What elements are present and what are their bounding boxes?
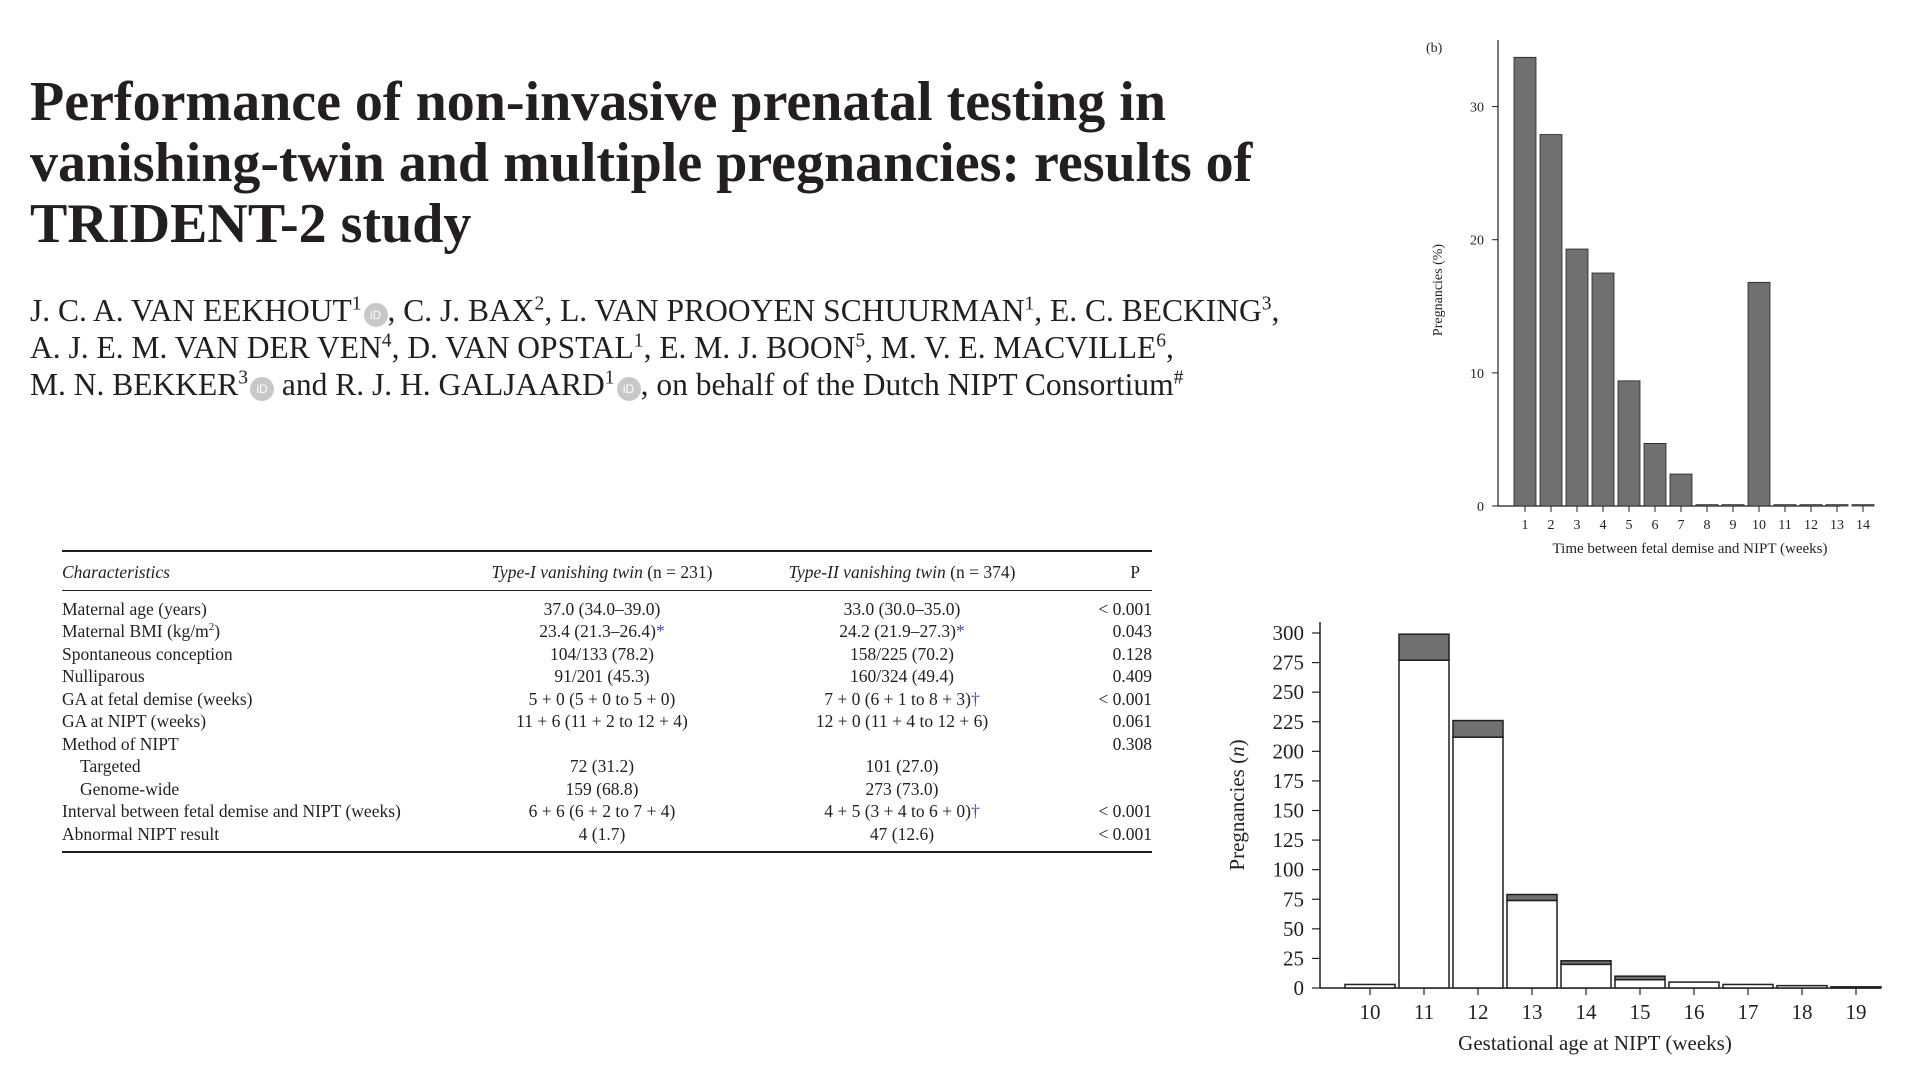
y-tick-label: 30 (1470, 100, 1484, 116)
y-tick-label: 100 (1272, 857, 1304, 882)
x-tick-label: 13 (1521, 1000, 1543, 1024)
row-label (62, 643, 452, 666)
table-body (62, 590, 1152, 852)
type1-value (452, 688, 752, 711)
footnote-mark: † (971, 688, 980, 709)
cell-value: 4 + 5 (3 + 4 to 6 + 0) (824, 801, 971, 821)
x-tick-label: 15 (1629, 1000, 1651, 1024)
y-tick-label: 275 (1272, 650, 1304, 675)
x-tick-label: 10 (1359, 1000, 1381, 1024)
type2-value (752, 590, 1052, 620)
author-affiliation: 5 (855, 330, 866, 352)
bar (1540, 135, 1562, 506)
type2-value (752, 733, 1052, 756)
footnote-mark: * (955, 621, 965, 641)
y-tick-label: 0 (1293, 976, 1304, 1000)
y-axis-label (1225, 739, 1249, 870)
bar (1826, 505, 1848, 506)
bar (1800, 505, 1822, 506)
x-axis-label: Time between fetal demise and NIPT (weeks) (1552, 541, 1828, 557)
row-label-text: GA at NIPT (weeks) (62, 711, 207, 731)
x-tick-label: 9 (1729, 518, 1737, 533)
cell-value: 23.4 (21.3–26.4) (539, 621, 656, 641)
author-affiliation: 1 (604, 367, 615, 389)
author-affiliation: 1 (1024, 293, 1035, 315)
bar (1696, 505, 1718, 506)
x-tick-label: 11 (1778, 518, 1792, 533)
row-label-text: Method of NIPT (62, 733, 179, 754)
bar-segment-grey (1399, 634, 1449, 660)
cell-value: 159 (68.8) (565, 778, 639, 799)
footnote-mark: * (655, 621, 665, 641)
author-affiliation: 2 (534, 293, 545, 315)
bar (1748, 282, 1770, 506)
author-name: R. J. H. GALJAARD (335, 367, 605, 402)
p-value: 0.308 (1112, 733, 1152, 754)
author-separator: , (865, 330, 881, 365)
row-label (62, 778, 452, 801)
bar-segment-white (1831, 987, 1881, 988)
author-separator: , (643, 330, 660, 365)
author-list (30, 292, 1430, 403)
cell-value: 104/133 (78.2) (549, 643, 655, 664)
y-tick-label: 25 (1283, 946, 1304, 971)
characteristics-table (62, 550, 1152, 853)
row-label-text: Abnormal NIPT result (62, 823, 220, 844)
author-separator: , (1165, 330, 1174, 365)
cell-value: 91/201 (45.3) (554, 666, 650, 686)
row-label-text: GA at fetal demise (weeks) (62, 688, 253, 709)
type1-value (452, 823, 752, 853)
table-row (62, 800, 1152, 823)
bar (1514, 57, 1536, 506)
type1-value (452, 643, 752, 666)
author-separator: and (274, 367, 336, 402)
table-row (62, 755, 1152, 778)
cell-value: 24.2 (21.9–27.3) (839, 621, 956, 641)
y-tick-label: 10 (1470, 366, 1484, 382)
row-label-text: Genome-wide (80, 778, 180, 799)
y-tick-label: 300 (1272, 621, 1304, 645)
row-label (62, 688, 452, 711)
bar-segment-grey (1615, 976, 1665, 980)
author-name: C. J. BAX (403, 293, 535, 328)
author-line-2 (30, 329, 1430, 366)
y-tick-label: 20 (1470, 233, 1484, 249)
p-value: 0.128 (1112, 643, 1152, 664)
bar (1618, 381, 1640, 506)
characteristics-table-container (62, 550, 1152, 853)
cell-value: 273 (73.0) (865, 778, 939, 799)
y-tick-label: 250 (1272, 680, 1304, 705)
type2-value (752, 778, 1052, 801)
bar-segment-white (1507, 900, 1557, 988)
y-axis-label-after: ) (1225, 739, 1249, 747)
p-value (1052, 755, 1152, 778)
table-row (62, 688, 1152, 711)
row-label-text: Targeted (80, 756, 141, 776)
p-value: 0.043 (1112, 621, 1152, 641)
bar (1774, 505, 1796, 506)
table-row (62, 710, 1152, 733)
x-tick-label: 11 (1413, 1000, 1435, 1024)
x-tick-label: 5 (1625, 518, 1633, 533)
x-tick-label: 4 (1599, 518, 1607, 533)
y-tick-label: 200 (1272, 739, 1304, 764)
bar (1670, 474, 1692, 506)
bar (1852, 505, 1874, 506)
cell-value: 7 + 0 (6 + 1 to 8 + 3) (824, 688, 971, 709)
author-affiliation: 1 (633, 330, 644, 352)
x-tick-label: 12 (1467, 1000, 1489, 1024)
y-tick-label: 0 (1477, 500, 1484, 515)
type1-value (452, 755, 752, 778)
y-tick-label: 75 (1283, 887, 1304, 912)
orcid-icon: iD (617, 377, 641, 401)
cell-value: 6 + 6 (6 + 2 to 7 + 4) (528, 801, 676, 821)
x-tick-label: 2 (1547, 518, 1555, 533)
type1-value (452, 733, 752, 756)
type2-value (752, 643, 1052, 666)
x-tick-label: 8 (1703, 518, 1711, 533)
y-axis-label-text: Pregnancies ( (1225, 756, 1249, 871)
table-row (62, 778, 1152, 801)
bar-segment-white (1345, 984, 1395, 988)
p-value: < 0.001 (1098, 598, 1152, 619)
bar (1722, 505, 1744, 506)
type2-value (752, 688, 1052, 711)
orcid-icon: iD (250, 377, 274, 401)
table-row (62, 620, 1152, 643)
y-axis-label: Pregnancies (%) (1431, 243, 1446, 337)
type1-value (452, 665, 752, 688)
cell-value: 4 (1.7) (578, 823, 626, 844)
type1-value (452, 778, 752, 801)
type1-value (452, 590, 752, 620)
table-row (62, 665, 1152, 688)
table-row (62, 590, 1152, 620)
bar (1566, 249, 1588, 506)
row-label-text: Nulliparous (62, 666, 145, 686)
author-name: M. V. E. MACVILLE (880, 330, 1157, 365)
bar-segment-grey (1561, 961, 1611, 965)
row-label-text: Maternal BMI (kg/m (62, 621, 209, 641)
author-name: M. N. BEKKER (30, 367, 239, 402)
author-name: L. VAN PROOYEN SCHUURMAN (560, 293, 1025, 328)
row-label (62, 665, 452, 688)
cell-value: 160/324 (49.4) (849, 666, 955, 686)
row-label-sup: 2 (208, 621, 215, 634)
author-name: D. VAN OPSTAL (407, 330, 634, 365)
row-label (62, 590, 452, 620)
author-separator: , (387, 293, 404, 328)
header-type1: Type-I vanishing twin (n = 231) (452, 551, 752, 590)
author-name: on behalf of the Dutch NIPT Consortium (656, 367, 1174, 402)
chart-fetal-demise-interval (1420, 30, 1870, 610)
bar-segment-grey (1453, 721, 1503, 738)
author-affiliation: 6 (1156, 330, 1166, 352)
author-name: J. C. A. VAN EEKHOUT (30, 293, 352, 328)
x-tick-label: 13 (1830, 518, 1844, 533)
bar-segment-white (1669, 982, 1719, 988)
p-value: 0.409 (1112, 666, 1152, 686)
y-tick-label: 125 (1272, 828, 1304, 853)
cell-value: 37.0 (34.0–39.0) (543, 598, 661, 619)
author-separator: , (544, 293, 561, 328)
author-affiliation: 3 (1261, 293, 1272, 315)
bar-segment-grey (1507, 895, 1557, 901)
author-separator: , (391, 330, 408, 365)
author-separator: , (640, 367, 657, 402)
x-tick-label: 1 (1521, 518, 1529, 533)
row-label (62, 733, 452, 756)
type1-value (452, 710, 752, 733)
type2-value (752, 665, 1052, 688)
table-row (62, 733, 1152, 756)
x-tick-label: 18 (1791, 1000, 1813, 1024)
author-name: E. M. J. BOON (659, 330, 856, 365)
y-tick-label: 175 (1272, 768, 1304, 793)
author-affiliation: 3 (238, 367, 249, 389)
bar (1592, 273, 1614, 506)
row-label (62, 755, 452, 778)
row-label-text: Interval between fetal demise and NIPT (weeks) (62, 801, 401, 821)
panel-label: (b) (1426, 41, 1443, 56)
p-value: < 0.001 (1098, 688, 1152, 709)
author-separator: , (1271, 293, 1280, 328)
y-tick-label: 225 (1272, 709, 1304, 734)
author-separator: , (1034, 293, 1050, 328)
x-axis-label: Gestational age at NIPT (weeks) (1458, 1031, 1732, 1055)
row-label-text: Spontaneous conception (62, 643, 233, 664)
type2-value (752, 800, 1052, 823)
y-axis-label-italic: n (1225, 746, 1249, 757)
table-header-row (62, 551, 1152, 590)
p-value: < 0.001 (1052, 823, 1152, 853)
cell-value: 12 + 0 (11 + 4 to 12 + 6) (815, 711, 989, 731)
bar-segment-white (1777, 986, 1827, 988)
x-tick-label: 17 (1737, 1000, 1759, 1024)
table-row (62, 823, 1152, 853)
paper-title: Performance of non-invasive prenatal testing in vanishing-twin and multiple pregnancies: results of TRIDENT-2 study (30, 71, 1253, 255)
type2-value (752, 620, 1052, 643)
header-type2: Type-II vanishing twin (n = 374) (752, 551, 1052, 590)
type1-value (452, 620, 752, 643)
author-line-3 (30, 366, 1430, 403)
bar-segment-white (1723, 984, 1773, 988)
table-row (62, 643, 1152, 666)
author-name: E. C. BECKING (1050, 293, 1262, 328)
x-tick-label: 16 (1683, 1000, 1705, 1024)
author-affiliation: 4 (381, 330, 392, 352)
y-tick-label: 150 (1272, 798, 1304, 823)
p-value: 0.061 (1112, 711, 1152, 731)
cell-value: 101 (27.0) (865, 756, 939, 776)
author-line-1 (30, 292, 1430, 329)
x-tick-label: 6 (1651, 518, 1659, 533)
chart-gestational-age (1210, 530, 1880, 1070)
header-characteristics: Characteristics (62, 551, 452, 590)
type2-value (752, 755, 1052, 778)
author-affiliation: 1 (351, 293, 362, 315)
header-p: P (1052, 551, 1152, 590)
type2-value (752, 710, 1052, 733)
x-tick-label: 12 (1804, 518, 1818, 533)
author-name: A. J. E. M. VAN DER VEN (30, 330, 382, 365)
cell-value: 158/225 (70.2) (849, 643, 955, 664)
type1-value (452, 800, 752, 823)
x-tick-label: 7 (1677, 518, 1685, 533)
cell-value: 47 (12.6) (869, 823, 935, 844)
row-label-text: Maternal age (years) (62, 598, 207, 619)
bar-segment-white (1453, 737, 1503, 988)
bar (1644, 443, 1666, 506)
row-label (62, 620, 452, 643)
x-tick-label: 19 (1845, 1000, 1867, 1024)
y-tick-label: 50 (1283, 916, 1304, 941)
cell-value: 33.0 (30.0–35.0) (843, 598, 961, 619)
x-tick-label: 3 (1573, 518, 1581, 533)
p-value (1052, 778, 1152, 801)
bar-segment-white (1561, 964, 1611, 988)
author-affiliation: # (1173, 367, 1184, 389)
row-label (62, 823, 452, 853)
row-label-after: ) (214, 621, 221, 641)
p-value: < 0.001 (1098, 801, 1152, 821)
row-label (62, 800, 452, 823)
x-tick-label: 10 (1752, 518, 1766, 533)
x-tick-label: 14 (1575, 1000, 1597, 1024)
row-label (62, 710, 452, 733)
orcid-icon: iD (364, 303, 388, 327)
x-tick-label: 14 (1856, 518, 1870, 533)
footnote-mark: † (971, 801, 980, 821)
bar-segment-white (1399, 660, 1449, 988)
cell-value: 11 + 6 (11 + 2 to 12 + 4) (516, 711, 688, 731)
bar-segment-white (1615, 980, 1665, 988)
type2-value (752, 823, 1052, 853)
cell-value: 5 + 0 (5 + 0 to 5 + 0) (528, 688, 676, 709)
cell-value: 72 (31.2) (569, 756, 635, 776)
